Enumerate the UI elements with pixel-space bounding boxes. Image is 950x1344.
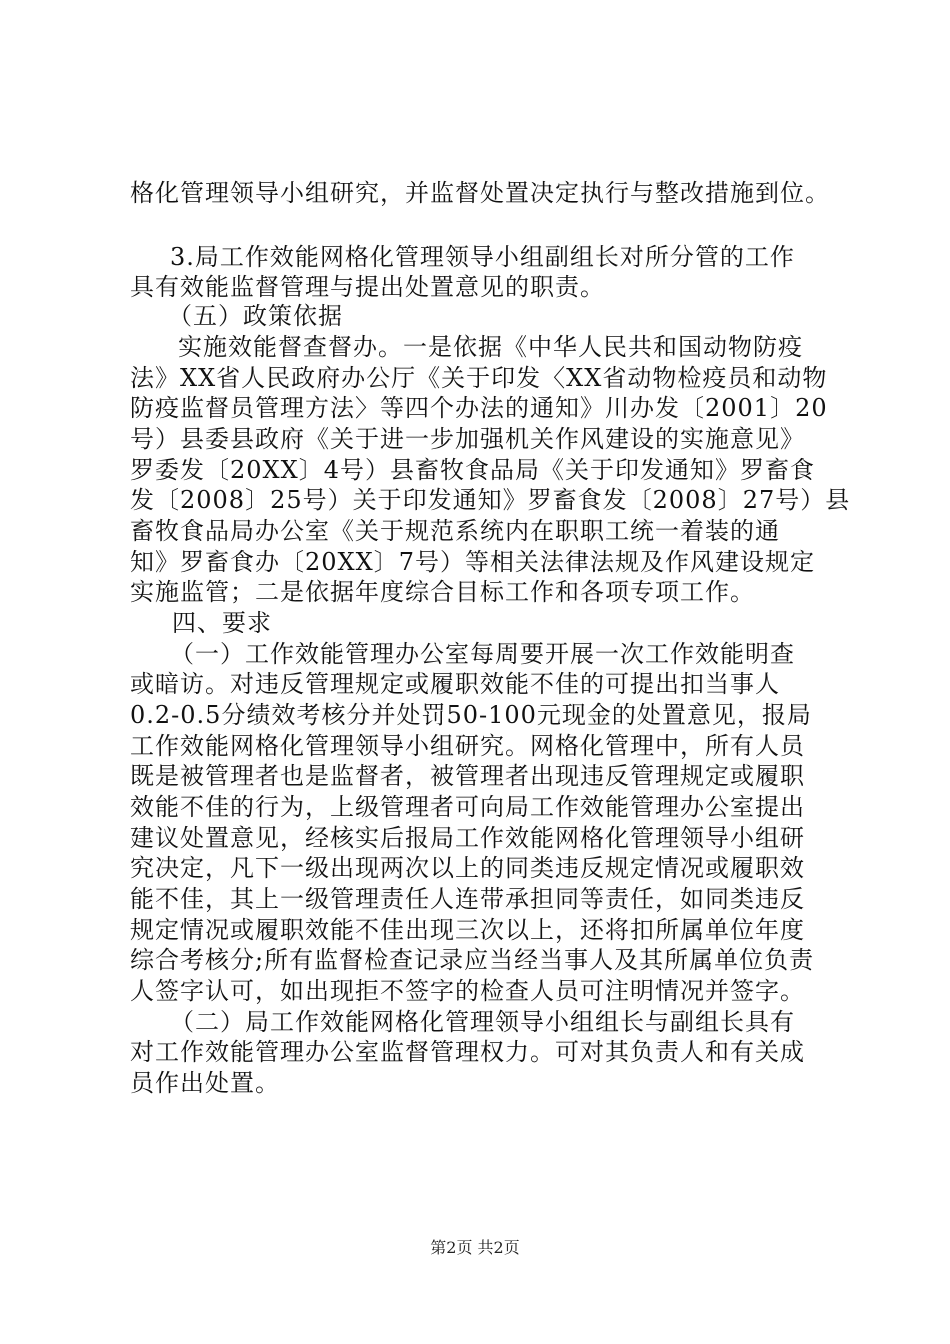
text-line: 员作出处置。 xyxy=(130,1069,280,1097)
text-line: 法》XX省人民政府办公厅《关于印发〈XX省动物检疫员和动物 xyxy=(130,364,828,392)
section-heading: （五）政策依据 xyxy=(168,302,343,330)
text-line: 号）县委县政府《关于进一步加强机关作风建设的实施意见》 xyxy=(130,425,805,453)
text-line: 综合考核分;所有监督检查记录应当经当事人及其所属单位负责 xyxy=(130,946,815,974)
text-line: 0.2-0.5分绩效考核分并处罚50-100元现金的处置意见，报局 xyxy=(130,701,812,729)
text-line: 3.局工作效能网格化管理领导小组副组长对所分管的工作 xyxy=(170,243,795,271)
text-line: 格化管理领导小组研究，并监督处置决定执行与整改措施到位。 xyxy=(130,179,830,207)
text-line: 建议处置意见，经核实后报局工作效能网格化管理领导小组研 xyxy=(130,824,805,852)
text-line: 或暗访。对违反管理规定或履职效能不佳的可提出扣当事人 xyxy=(130,670,780,698)
text-line: （一）工作效能管理办公室每周要开展一次工作效能明查 xyxy=(170,640,795,668)
text-line: 工作效能网格化管理领导小组研究。网格化管理中，所有人员 xyxy=(130,732,805,760)
text-line: 人签字认可，如出现拒不签字的检查人员可注明情况并签字。 xyxy=(130,977,805,1005)
page-footer: 第2页 共2页 xyxy=(430,1238,520,1257)
text-line: 防疫监督员管理方法〉等四个办法的通知》川办发〔2001〕20 xyxy=(130,394,828,422)
text-line: 能不佳，其上一级管理责任人连带承担同等责任，如同类违反 xyxy=(130,885,805,913)
text-line: 规定情况或履职效能不佳出现三次以上，还将扣所属单位年度 xyxy=(130,916,805,944)
text-line: 既是被管理者也是监督者，被管理者出现违反管理规定或履职 xyxy=(130,762,805,790)
text-line: 罗委发〔20XX〕4号）县畜牧食品局《关于印发通知》罗畜食 xyxy=(130,456,815,484)
text-line: 畜牧食品局办公室《关于规范系统内在职职工统一着装的通 xyxy=(130,517,780,545)
text-line: 发〔2008〕25号）关于印发通知》罗畜食发〔2008〕27号）县 xyxy=(130,486,851,514)
text-line: （二）局工作效能网格化管理领导小组组长与副组长具有 xyxy=(170,1008,795,1036)
text-line: 实施效能督查督办。一是依据《中华人民共和国动物防疫 xyxy=(178,333,803,361)
text-line: 具有效能监督管理与提出处置意见的职责。 xyxy=(130,273,605,301)
text-line: 实施监管；二是依据年度综合目标工作和各项专项工作。 xyxy=(130,578,755,606)
section-heading: 四、要求 xyxy=(172,609,272,637)
text-line: 对工作效能管理办公室监督管理权力。可对其负责人和有关成 xyxy=(130,1038,805,1066)
text-line: 知》罗畜食办〔20XX〕7号）等相关法律法规及作风建设规定 xyxy=(130,548,815,576)
text-line: 究决定，凡下一级出现两次以上的同类违反规定情况或履职效 xyxy=(130,854,805,882)
text-line: 效能不佳的行为，上级管理者可向局工作效能管理办公室提出 xyxy=(130,793,805,821)
